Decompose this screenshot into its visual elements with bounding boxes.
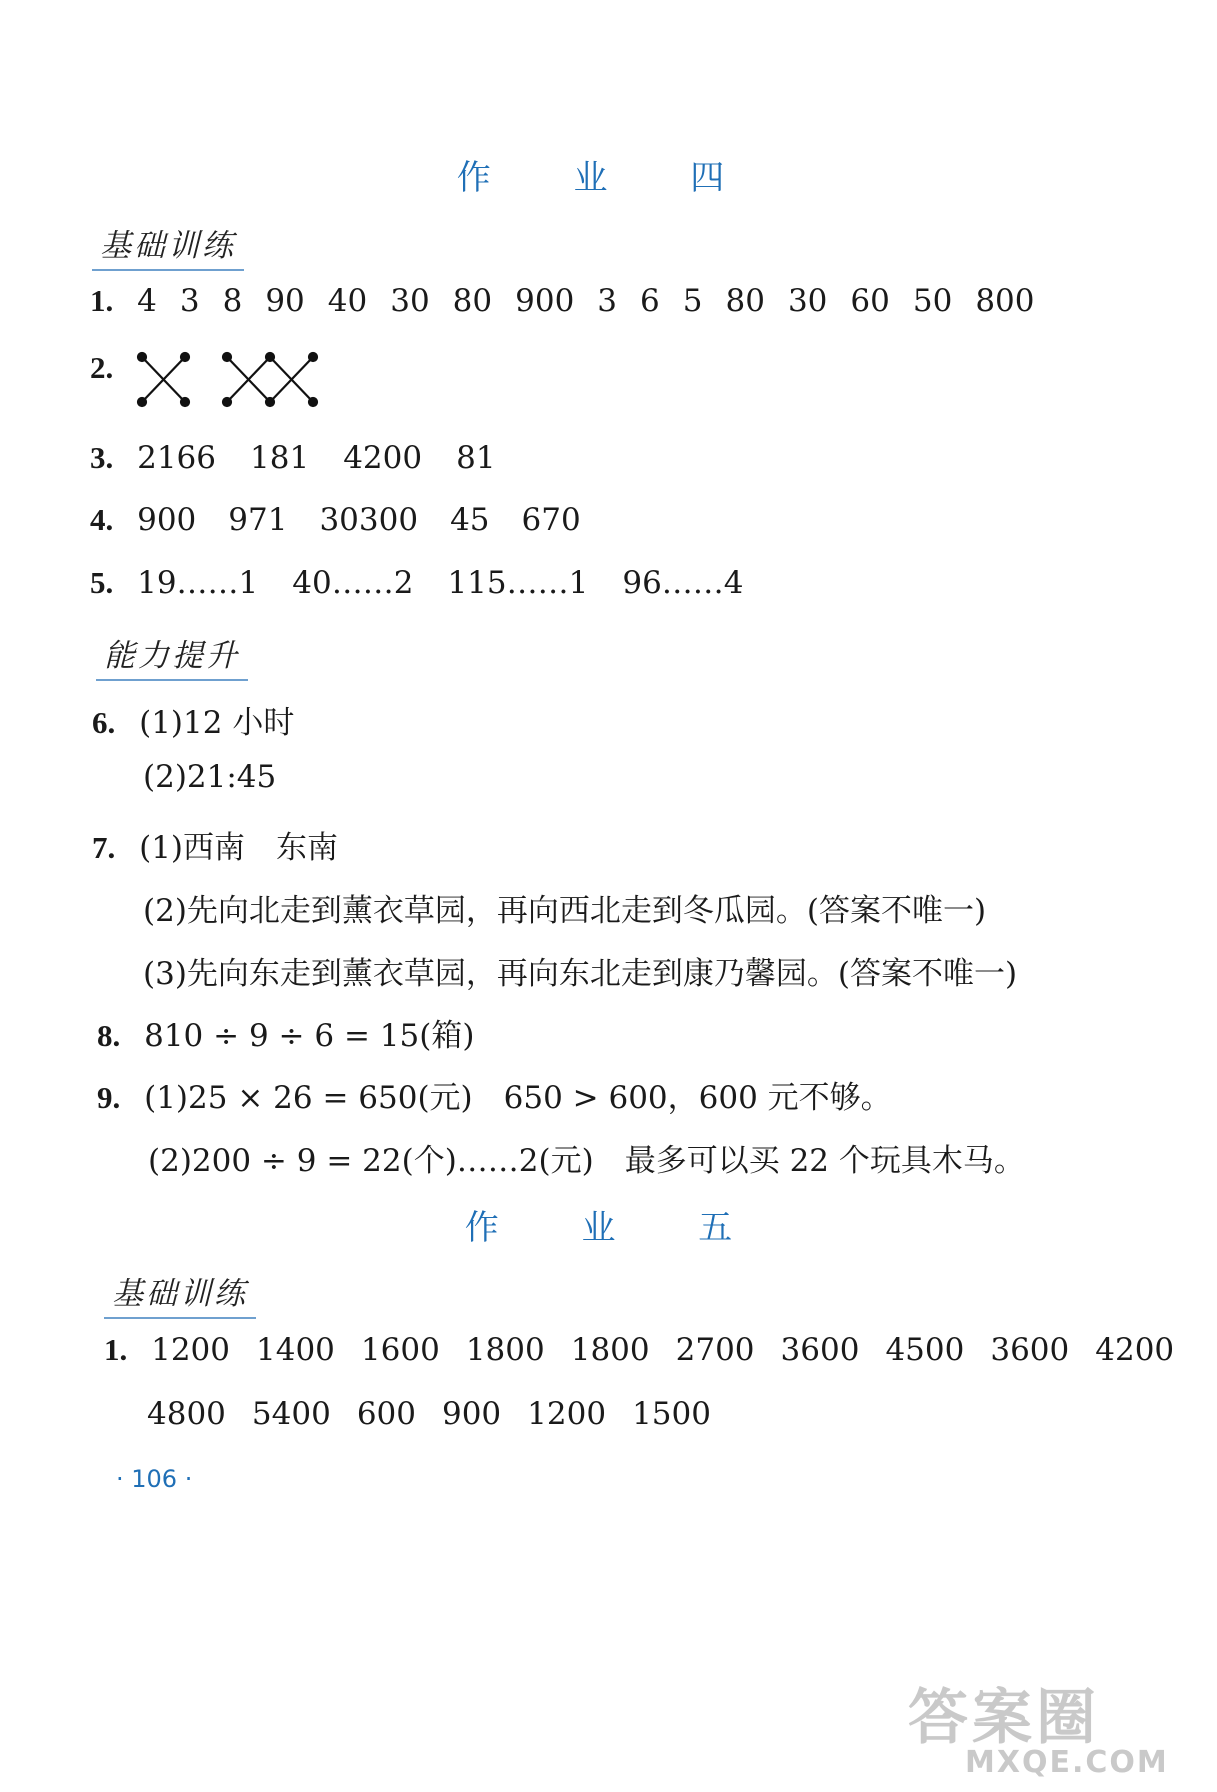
answer-1 [90,283,1057,319]
answer-3-values [137,440,529,476]
answer-value: 670 [521,502,581,538]
section-title-hw5: 作 业 五 [464,1208,769,1248]
subsection-basic-training-2: 基础训练 [104,1268,256,1319]
dot [138,398,146,406]
answer-value: 4200 [343,440,423,476]
answer-value: 30300 [319,502,419,538]
answer-value: 5400 [251,1396,331,1432]
answer-5 [90,565,778,601]
question-number: 1. [104,1332,128,1367]
answer-value: 4800 [147,1396,226,1432]
dot [223,398,231,406]
matching-lines-diagram [130,345,330,415]
answer-6-part1: (1)12 小时 [139,705,295,741]
answer-value: 1200 [527,1396,607,1432]
answer-value: 90 [265,283,305,319]
answer-6b: (2)21:45 [143,759,277,795]
answer-value: 2166 [137,440,217,476]
question-number: 9. [97,1080,121,1115]
answer-2 [90,350,127,386]
answer-value: 1200 [151,1332,231,1368]
answer-value: 80 [725,283,765,319]
question-number: 5. [90,565,114,600]
dot [309,353,317,361]
question-number: 7. [92,830,116,865]
question-number: 2. [90,350,114,385]
answer-value: 1800 [570,1332,650,1368]
answer-value: 800 [975,283,1035,319]
answer-value: 115……1 [447,565,589,601]
answer-value: 3600 [780,1332,860,1368]
answer-5-values [137,565,777,601]
answer-7c: (3)先向东走到薰衣草园，再向东北走到康乃馨园。(答案不唯一) [143,956,1018,992]
answer-value: 60 [850,283,890,319]
answer-value: 96……4 [622,565,744,601]
answer-value: 40……2 [292,565,414,601]
answer-value: 4200 [1095,1332,1175,1368]
answer-4-values [137,502,613,538]
answer-value: 181 [250,440,310,476]
page-number: · 106 · [116,1465,193,1493]
answer-value: 19……1 [137,565,259,601]
dot [181,353,189,361]
question-number: 8. [97,1018,121,1053]
answer-7b: (2)先向北走到薰衣草园，再向西北走到冬瓜园。(答案不唯一) [143,893,987,929]
answer-value: 2700 [675,1332,755,1368]
question-number: 3. [90,440,114,475]
question-number: 6. [92,705,116,740]
answer-value: 3 [597,283,618,319]
answer-value: 3600 [990,1332,1070,1368]
answer-value: 81 [456,440,496,476]
answer-value: 1600 [360,1332,440,1368]
answer-8-text: 810 ÷ 9 ÷ 6 = 15(箱) [144,1018,475,1054]
question-number: 1. [90,283,114,318]
answer-value: 5 [682,283,703,319]
answer-value: 30 [787,283,828,319]
answer-9-part1: (1)25 × 26 = 650(元) 650 > 600，600 元不够。 [144,1080,892,1116]
subsection-ability-improvement: 能力提升 [96,630,248,681]
answer-4 [90,502,613,538]
watermark-logo: 答案圈 [908,1683,1100,1753]
answer-8 [97,1010,474,1055]
dot [138,353,146,361]
dot [266,353,274,361]
answer-9b: (2)200 ÷ 9 = 22(个)……2(元) 最多可以买 22 个玩具木马。 [148,1143,1025,1179]
dot [223,353,231,361]
answer-value: 4500 [885,1332,965,1368]
answer-value: 3 [179,283,200,319]
answer-value: 30 [390,283,430,319]
answer-9a [97,1072,892,1117]
dot [181,398,189,406]
dot [309,398,317,406]
answer-value: 900 [515,283,575,319]
answer-value: 80 [452,283,493,319]
answer-5-1-row2 [147,1396,737,1432]
answer-value: 900 [441,1396,502,1432]
answer-value: 50 [912,283,953,319]
answer-value: 900 [137,502,197,538]
answer-values-row1 [151,1332,1200,1368]
question-number: 4. [90,502,114,537]
answer-value: 6 [640,283,660,319]
answer-value: 45 [450,502,490,538]
section-title-hw4: 作 业 四 [456,158,761,198]
answer-value: 1500 [632,1396,711,1432]
answer-value: 971 [228,502,288,538]
answer-7-part1: (1)西南 东南 [139,830,339,866]
answer-7a [92,822,338,867]
answer-5-1-row1 [104,1332,1200,1368]
answer-value: 1800 [465,1332,545,1368]
answer-value: 4 [137,283,157,319]
watermark-url: MXQE.COM [965,1745,1169,1780]
answer-value: 8 [222,283,243,319]
answer-value: 40 [327,283,368,319]
subsection-basic-training: 基础训练 [92,220,244,271]
answer-1-values [137,283,1057,319]
dot [266,398,274,406]
answer-6a [92,697,294,742]
answer-3 [90,440,530,476]
answer-value: 1400 [256,1332,335,1368]
answer-value: 600 [356,1396,416,1432]
answer-values-row2 [147,1396,737,1432]
